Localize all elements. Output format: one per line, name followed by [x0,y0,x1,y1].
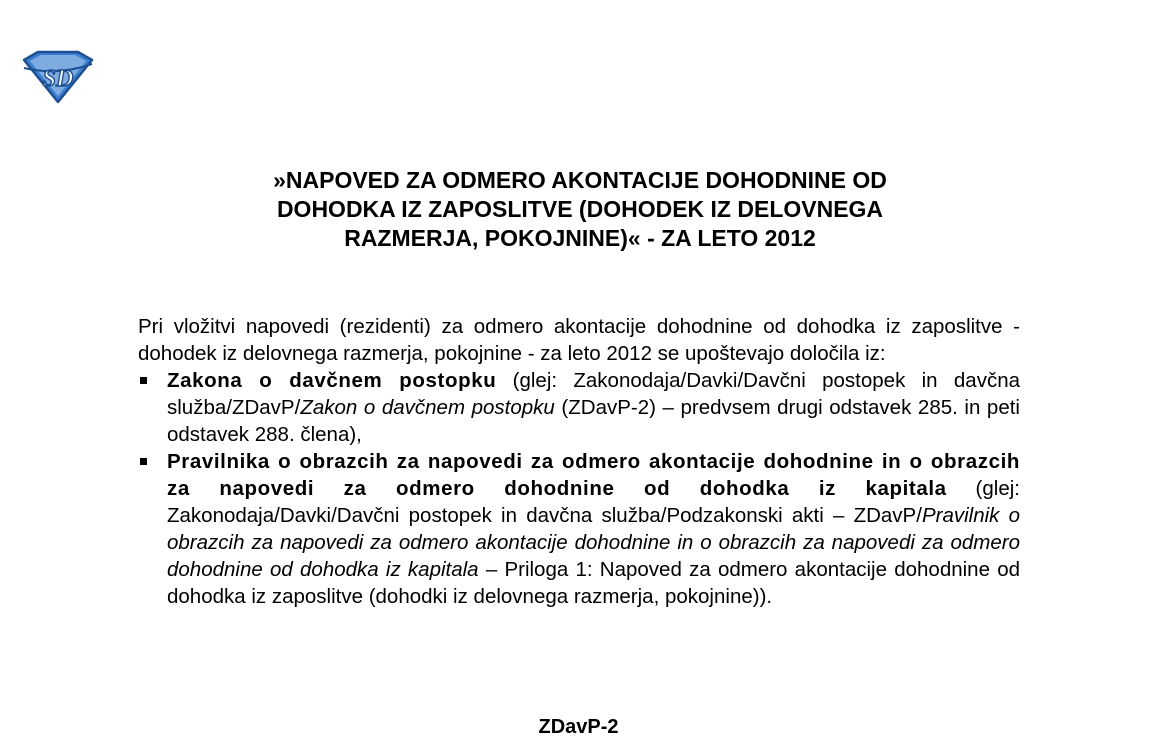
title-line: DOHODKA IZ ZAPOSLITVE (DOHODEK IZ DELOVNEGA [276,196,884,222]
document-title [140,166,1020,253]
title-line: RAZMERJA, POKOJNINE)« - ZA LETO 2012 [344,225,816,251]
reference-text: (ZDavP-2) – predvsem drugi odstavek 285. in peti odstavek 288. člena), [167,396,1020,446]
reference-text: (glej: Zakonodaja/Davki/Davčni postopek in davčna služba/ZDavP/ [167,369,1020,419]
regulation-name: Pravilnika o obrazcih za napovedi za odmero akontacije dohodnine in o obrazcih za napovedi za odmero dohodnine od dohodka iz kapitala [167,450,1020,500]
sd-shield-logo-icon [20,50,96,104]
regulation-title-italic: Pravilnik o obrazcih za napovedi za odmero akontacije dohodnine in o obrazcih za napovedi za odmero dohodnine od dohodka iz kapitala [167,504,1021,581]
reference-text: – Priloga 1: Napoved za odmero akontacije dohodnine od dohodka iz zaposlitve (dohodki iz delovnega razmerja, pokojnine)). [167,558,1021,608]
bullet-list [138,367,1020,610]
bullet-square-icon [140,458,147,465]
list-item [138,448,1020,610]
section-heading: ZDavP-2 [538,716,619,738]
reference-text: (glej: Zakonodaja/Davki/Davčni postopek in davčna služba/Podzakonski akti – ZDavP/ [167,477,1020,527]
intro-paragraph: Pri vložitvi napovedi (rezidenti) za odmero akontacije dohodnine od dohodka iz zaposlitve - dohodek iz delovnega razmerja, pokojnine - za leto 2012 se upoštevajo določila iz: [138,315,1020,365]
bullet-square-icon [140,377,147,384]
law-title-italic: Zakon o davčnem postopku [300,396,555,419]
title-line: »NAPOVED ZA ODMERO AKONTACIJE DOHODNINE OD [273,167,887,193]
list-item [138,367,1020,448]
svg-text:SD: SD [42,66,74,92]
law-name: Zakona o davčnem postopku [167,369,497,392]
document-body [138,313,1020,610]
